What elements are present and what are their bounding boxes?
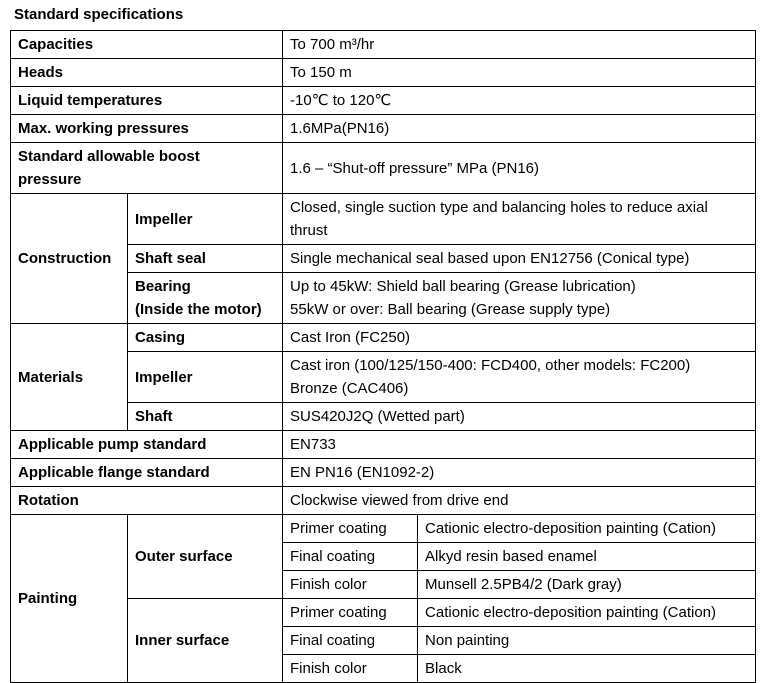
coating-value: Cationic electro-deposition painting (Cation) xyxy=(418,599,756,627)
group-label-construction: Construction xyxy=(11,194,128,324)
row-value xyxy=(283,273,756,324)
row-value xyxy=(283,194,756,245)
row-label: Rotation xyxy=(11,487,283,515)
coating-value: Black xyxy=(418,655,756,683)
label-line: Standard allowable boost xyxy=(18,148,200,165)
row-value: EN733 xyxy=(283,431,756,459)
row-value: Cast Iron (FC250) xyxy=(283,324,756,352)
coating-value: Alkyd resin based enamel xyxy=(418,543,756,571)
label-line: Bearing xyxy=(135,278,191,295)
sub-label: Impeller xyxy=(128,352,283,403)
sub-label: Shaft xyxy=(128,403,283,431)
sub-label: Casing xyxy=(128,324,283,352)
table-row xyxy=(11,59,756,87)
row-label: Max. working pressures xyxy=(11,115,283,143)
table-row xyxy=(11,143,756,194)
table-row xyxy=(11,324,756,352)
row-label xyxy=(11,143,283,194)
sub-label: Inner surface xyxy=(128,599,283,683)
row-value xyxy=(283,352,756,403)
row-value: -10℃ to 120℃ xyxy=(283,87,756,115)
sub-label xyxy=(128,273,283,324)
table-row xyxy=(11,87,756,115)
coating-label: Finish color xyxy=(283,655,418,683)
group-label-painting: Painting xyxy=(11,515,128,683)
table-row xyxy=(11,31,756,59)
coating-value: Non painting xyxy=(418,627,756,655)
spec-table xyxy=(10,30,756,683)
value-line: Bronze (CAC406) xyxy=(290,380,409,397)
coating-label: Finish color xyxy=(283,571,418,599)
label-line: (Inside the motor) xyxy=(135,301,262,318)
row-value: To 150 m xyxy=(283,59,756,87)
coating-value: Munsell 2.5PB4/2 (Dark gray) xyxy=(418,571,756,599)
table-row xyxy=(11,115,756,143)
row-value: 1.6 – “Shut-off pressure” MPa (PN16) xyxy=(283,143,756,194)
sub-label: Outer surface xyxy=(128,515,283,599)
label-line: pressure xyxy=(18,171,82,188)
table-row xyxy=(11,515,756,543)
value-line: thrust xyxy=(290,222,328,239)
table-row xyxy=(11,431,756,459)
row-label: Applicable pump standard xyxy=(11,431,283,459)
row-value: To 700 m³/hr xyxy=(283,31,756,59)
row-label: Applicable flange standard xyxy=(11,459,283,487)
table-row xyxy=(11,459,756,487)
value-line: Up to 45kW: Shield ball bearing (Grease lubrication) xyxy=(290,278,636,295)
group-label-materials: Materials xyxy=(11,324,128,431)
row-value: Clockwise viewed from drive end xyxy=(283,487,756,515)
sub-label: Impeller xyxy=(128,194,283,245)
row-value: 1.6MPa(PN16) xyxy=(283,115,756,143)
row-value: SUS420J2Q (Wetted part) xyxy=(283,403,756,431)
sub-label: Shaft seal xyxy=(128,245,283,273)
row-label: Liquid temperatures xyxy=(11,87,283,115)
table-row xyxy=(11,194,756,245)
coating-label: Final coating xyxy=(283,627,418,655)
row-value: EN PN16 (EN1092-2) xyxy=(283,459,756,487)
row-label: Heads xyxy=(11,59,283,87)
row-label: Capacities xyxy=(11,31,283,59)
coating-label: Primer coating xyxy=(283,515,418,543)
coating-label: Primer coating xyxy=(283,599,418,627)
table-row xyxy=(11,487,756,515)
page-title: Standard specifications xyxy=(14,6,184,23)
coating-label: Final coating xyxy=(283,543,418,571)
value-line: 55kW or over: Ball bearing (Grease supply type) xyxy=(290,301,611,318)
row-value: Single mechanical seal based upon EN12756 (Conical type) xyxy=(283,245,756,273)
coating-value: Cationic electro-deposition painting (Cation) xyxy=(418,515,756,543)
value-line: Cast iron (100/125/150-400: FCD400, other models: FC200) xyxy=(290,357,691,374)
value-line: Closed, single suction type and balancing holes to reduce axial xyxy=(290,199,708,216)
